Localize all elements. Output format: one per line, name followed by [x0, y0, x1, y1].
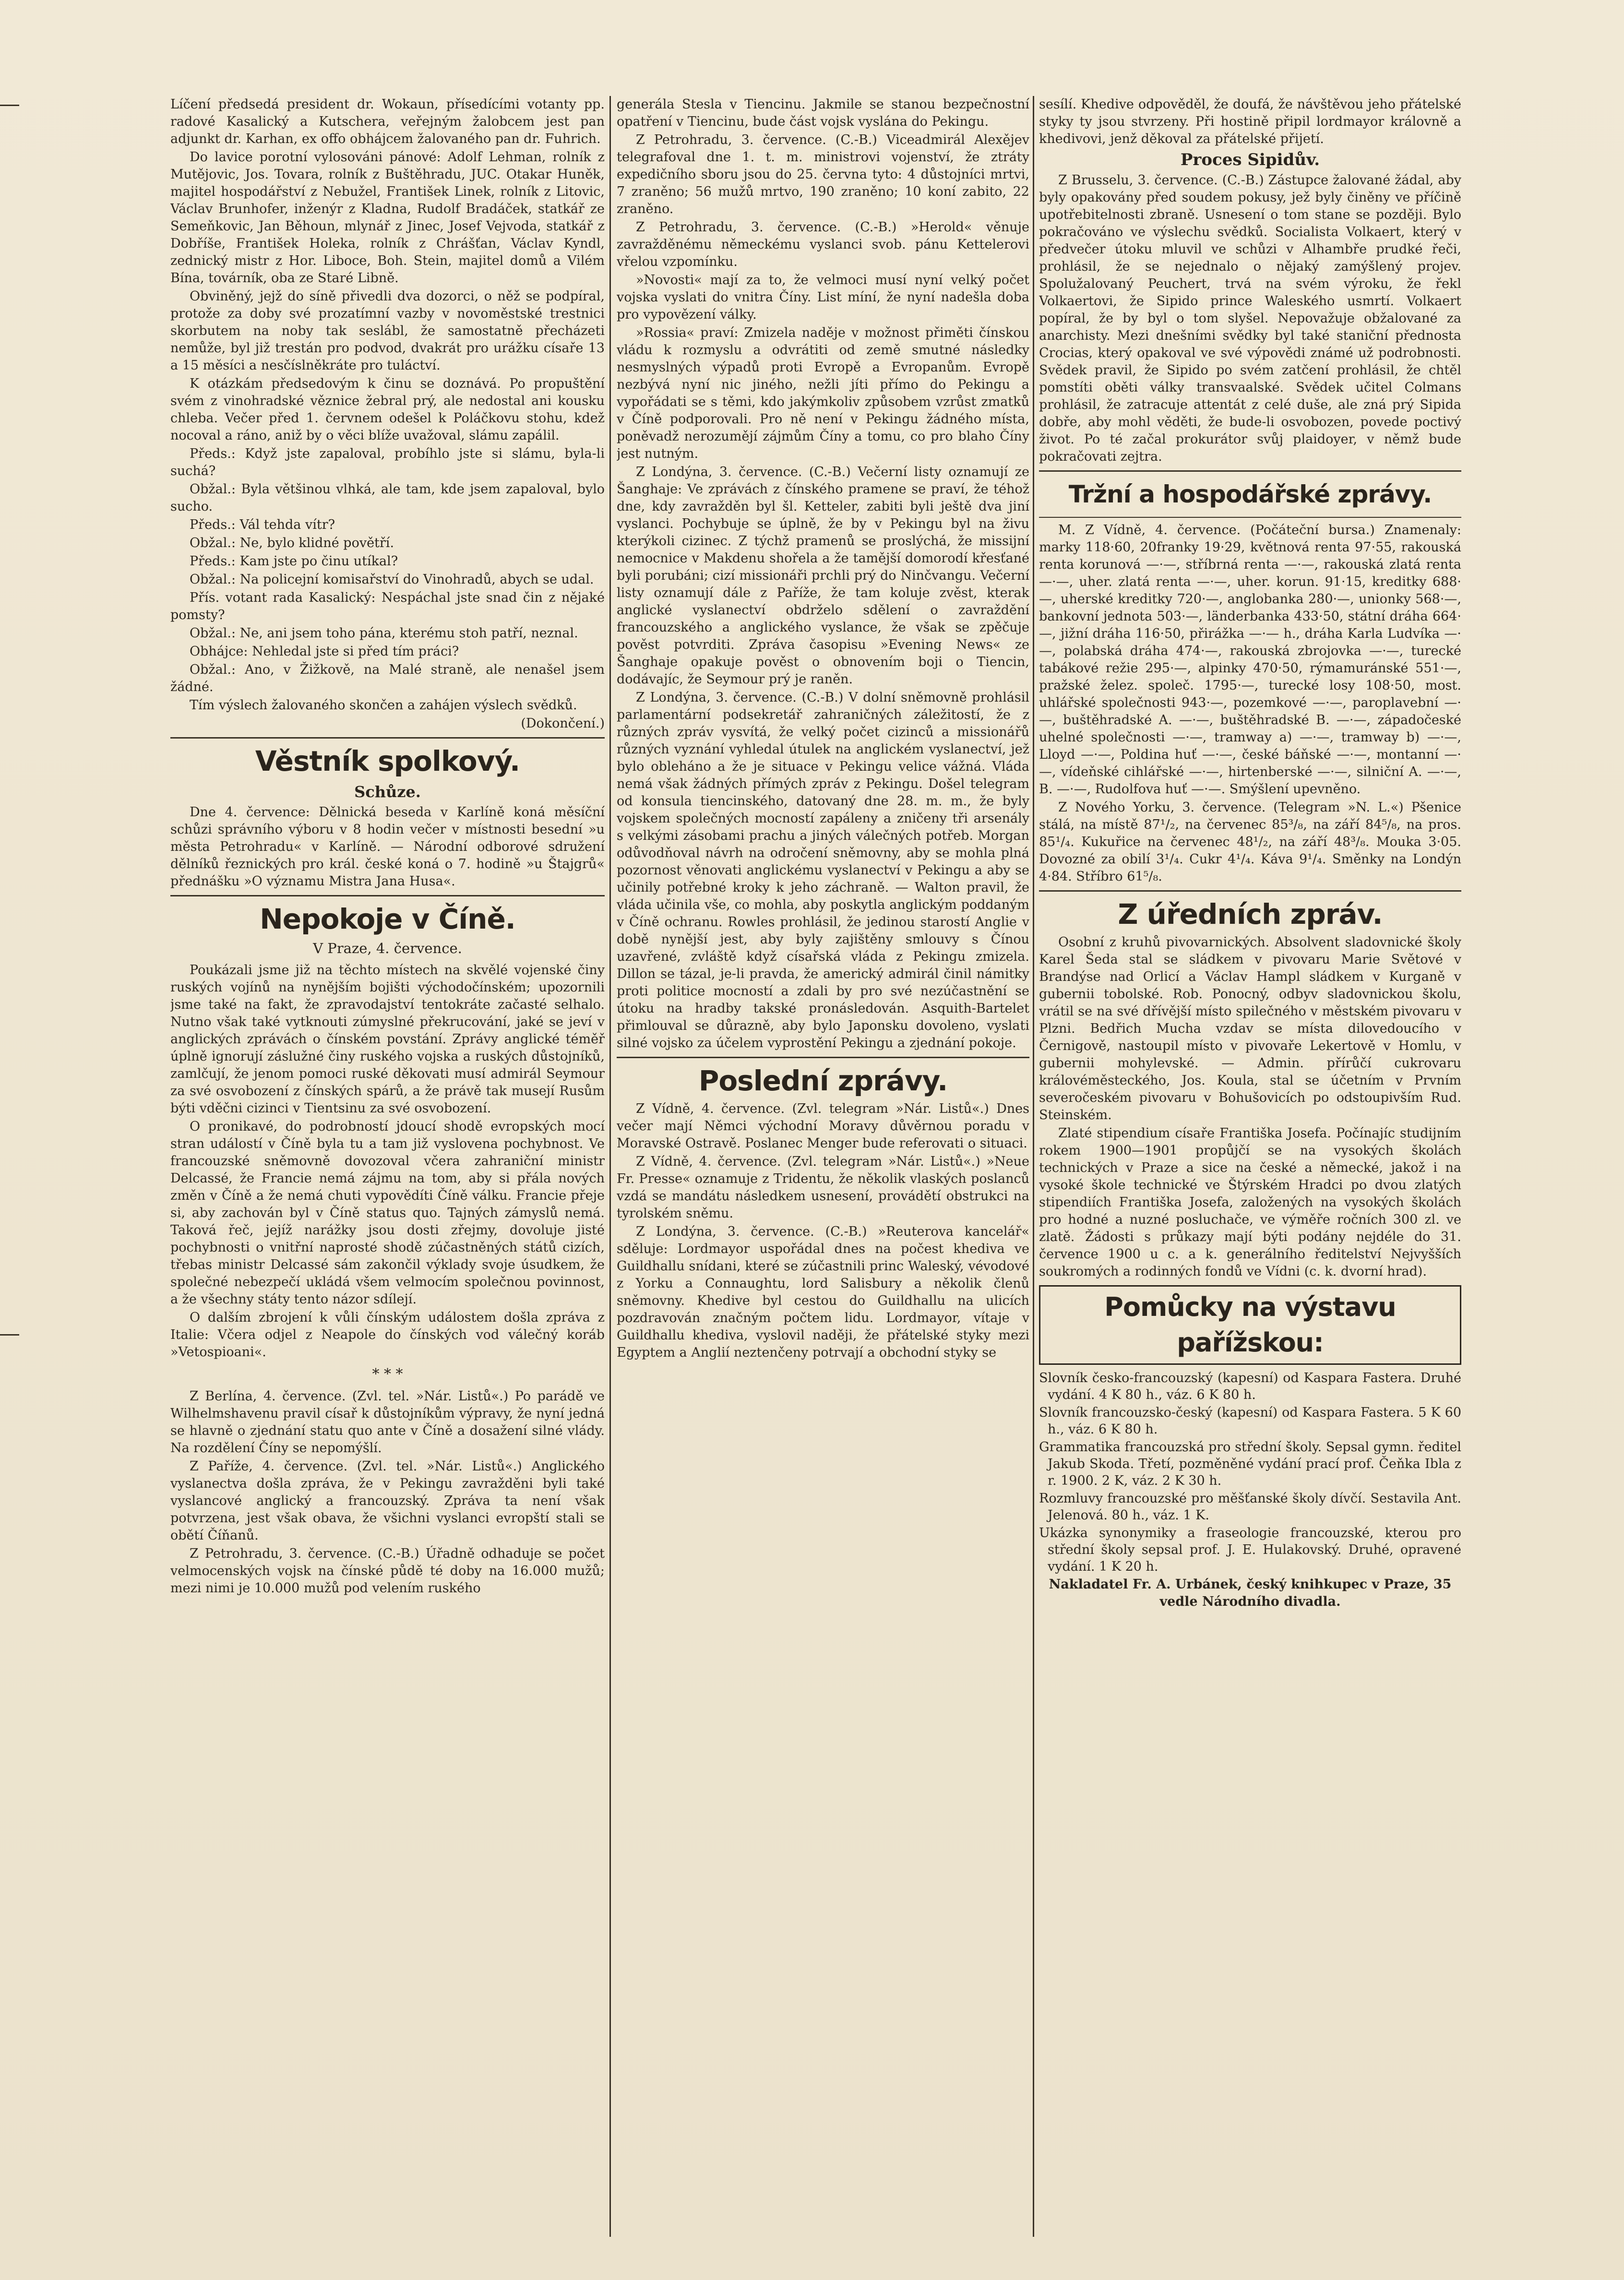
section-rule [1039, 517, 1461, 518]
trial-paragraph: Obžal.: Na policejní komisařství do Vinohradů, abych se udal. [190, 572, 594, 587]
subheading-schuze: Schůze. [354, 783, 421, 801]
trial-paragraph: Přís. votant rada Kasalický: Nespáchal jste snad čin z nějaké pomsty? [170, 590, 605, 622]
separator-stars: * * * [372, 1366, 403, 1383]
china-paragraph: Poukázali jsme již na těchto místech na skvělé vojenské činy ruských vojínů na nynějším bojišti východočínském; upozornili jsme také na fakt, že zpravodajství tentokráte začasté selhalo. Nutno však také vytknouti zúmyslné překrucování, jaké se jeví v anglických zprávách o čínském povstání. Zprávy anglické téměř úplně ignorují záslužné činy ruského vojska a ruských důstojníků, zamlčují, že jenom pomoci ruské děkovati musí admirál Seymour za své osvobození z čínských spárů, a že právě tak musejí Rusům býti vděčni cizinci v Tientsinu za své osvobození. [170, 963, 605, 1116]
advert-item: Grammatika francouzská pro střední školy. Sepsal gymn. ředitel Jakub Skoda. Třetí, pozměněné vydání prací prof. Čeňka Ibla z r. 1900. 2 K, váz. 2 K 30 h. [1039, 1440, 1461, 1488]
column-3 [1039, 96, 1461, 2227]
advert-title-box: Pomůcky na výstavu pařížskou: [1039, 1285, 1461, 1365]
news-paragraph: Z Brusselu, 3. července. (C.-B.) Zástupce žalované žádal, aby byly opakovány před soudem pokusy, jež byly činěny ve příčině upotřebitelnosti zbraně. Usnesení o tom stane se později. Bylo pokračováno ve výslechu svědků. Socialista Volkaert, který v předvečer útoku mluvil ve schůzi v Alhambře prudké řeči, prohlásil, že se nejednalo o nějaký zamýšlený projev. Spolužalovaný Peuchert, trvá na svém výroku, že řekl Volkaertovi, že Sipido prince Waleského usmrtí. Volkaert popíral, že by byl o tom slyšel. Nepovažuje obžalované za anarchisty. Mezi dnešními svědky byl také staniční přednosta Crocias, který opakoval ve své výpovědi známé už podrobnosti. Svědek pravil, že Sipido po svém zatčení prohlásil, že chtěl pomstíti oběti války transvaalské. Svědek učitel Colmans prohlásil, že zatracuje attentát z celé duše, ale zná prý Sipida dobře, aby mohl věděti, že bude-li osvobozen, povede poctivý život. Po té začal prokurátor svůj plaidoyer, v němž bude pokračovati zejtra. [1039, 173, 1461, 464]
advert-item: Slovník česko-francouzský (kapesní) od Kaspara Fastera. Druhé vydání. 4 K 80 h., váz. 6 K 80 h. [1039, 1371, 1461, 1402]
news-paragraph: generála Stesla v Tiencinu. Jakmile se stanou bezpečnostní opatření v Tiencinu, bude část vojsk vyslána do Pekingu. [617, 97, 1029, 129]
news-paragraph: Z Paříže, 4. července. (Zvl. tel. »Nár. Listů«.) Anglického vyslanectva došla zpráva, že v Pekingu zavražděni byli také vyslancové anglický a francouzský. Zpráva ta není však potvrzena, jest však obava, že všichni vyslanci evropští stali se obětí Číňanů. [170, 1459, 605, 1543]
advert-item: Rozmluvy francouzské pro měšťanské školy dívčí. Sestavila Ant. Jelenová. 80 h., váz. 1 K. [1039, 1491, 1461, 1523]
trial-paragraph: Do lavice porotní vylosováni pánové: Adolf Lehman, rolník z Mutějovic, Jos. Tovara, rolník z Buštěhradu, JUC. Otakar Huněk, majitel hospodářství z Nebužel, František Linek, rolník z Litovic, Václav Brunhofer, inženýr z Kladna, Rudolf Bradáček, statkář ze Semeňkovic, Jan Běhoun, mlynář z Jinec, Josef Vejvoda, statkář z Dobříše, František Holeka, rolník z Chrášťan, Václav Kyndl, zednický mistr z Hor. Liboce, Boh. Stein, majitel domů a Vilém Bína, továrník, oba ze Staré Libně. [170, 150, 605, 286]
news-paragraph: Z Vídně, 4. července. (Zvl. telegram »Nár. Listů«.) »Neue Fr. Presse« oznamuje z Tridentu, že několik vlaských poslanců vzdá se mandátu následkem usnesení, provádětí obstrukci na tyrolském sněmu. [617, 1154, 1029, 1221]
china-paragraph: O pronikavé, do podrobností jdoucí shodě evropských mocí stran událostí v Číně byla tu a tam již vyslovena pochybnost. Ve francouzské sněmovně dovozoval včera zahraniční ministr Delcassé, že Francie nemá zájmu na tom, aby si přála nových změn v Číně a že nemá chuti vypovědíti Číně válku. Francie přeje si, aby zachován byl v Číně status quo. Tajných zámyslů nemá. Taková řeč, jejíž narážky jsou dosti zřejmy, dovoluje jisté pochybnosti o vnitřní naprosté shodě zúčastněných států cizích, třebas ministr Delcassé sám zakončil výklady svoje úsudkem, že společné nebezpečí ukládá všem velmocím společnou povinnost, a že všechny státy tento názor sdílejí. [170, 1119, 605, 1307]
trial-paragraph: Obžal.: Ne, ani jsem toho pána, kterému stoh patří, neznal. [190, 626, 578, 641]
official-paragraph: Zlaté stipendium císaře Františka Josefa. Počínajíc studijním rokem 1900—1901 propůjčí se na vysokých školách technických v Praze a sice na české a německé, jakož i na vysoké škole technické ve Štýrském Hradci po dvou zlatých stipendiích Františka Josefa, založených na vysokých školách pro hodné a nuzné posluchače, ve výměře ročních 300 zl. ve zlatě. Žádosti s průkazy mají býti podány nejdéle do 31. července 1900 u c. a k. generálního ředitelství Nejvyšších soukromých a rodinných fondů ve Vídni (c. k. dvorní hrad). [1039, 1126, 1461, 1279]
publisher-line: Nakladatel Fr. A. Urbánek, český knihkupec v Praze, 35 vedle Národního divadla. [1049, 1577, 1452, 1609]
market-paragraph: M. Z Vídně, 4. července. (Počáteční bursa.) Znamenaly: marky 118·60, 20franky 19·29, květnová renta 97·55, rakouská renta korunová —·—, stříbrná renta —·—, rakouská zlatá renta —·—, uher. zlatá renta —·—, uher. korun. 91·15, kreditky 688·—, uherské kreditky 720·—, anglobanka 280·—, unionky 568·—, bankovní jednota 503·—, länderbanka 433·50, státní dráha 664·—, jižní dráha 116·50, přirážka —·— h., dráha Karla Ludvíka —·—, polabská dráha 474·—, rakouská zbrojovka —·—, turecké tabákové režie 295·—, alpinky 470·50, rýmamuránské 551·—, pražské želez. společ. 1795·—, turecké losy 108·50, most. uhlářské společnosti 943·—, pozemkové —·—, paroplavební —·—, buštěhradské A. —·—, buštěhradské B. —·—, západočeské uhelné společnosti —·—, tramway a) —·—, tramway b) —·—, Lloyd —·—, Poldina huť —·—, české báňské —·—, montanní —·—, vídeňské cihlářské —·—, hirtenberské —·—, silniční A. —·—, B. —·—, Rudolfova huť —·—. Smýšlení upevněno. [1039, 523, 1461, 797]
china-paragraph: O dalším zbrojení k vůli čínským událostem došla zpráva z Italie: Včera odjel z Neapole do čínských vod válečný koráb »Vetospioani«. [170, 1310, 605, 1360]
column-1 [170, 96, 605, 2227]
section-heading-trzni: Tržní a hospodářské zprávy. [1068, 480, 1432, 508]
trial-paragraph: Předs.: Vál tehda vítr? [190, 517, 335, 532]
trial-paragraph: K otázkám předsedovým k činu se doznává. Po propuštění svém z vinohradské věznice žebral prý, ale nedostal ani kousku chleba. Večer před 1. červnem odešel k Poláčkovu stohu, kdež nocoval a ráno, aniž by o věci blíže uvažoval, slámu zapálil. [170, 376, 605, 443]
news-paragraph: sesílí. Khedive odpověděl, že doufá, že návštěvou jeho přátelské styky ty jsou stvrzeny. Při hostině připil lordmayor královně a khedivovi, jenž děkoval za přátelské přijetí. [1039, 97, 1461, 146]
news-paragraph: Z Petrohradu, 3. července. (C.-B.) Úřadně odhaduje se počet velmocenských vojsk na čínské půdě té doby na 16.000 mužů; mezi nimi je 10.000 mužů pod velením ruského [170, 1546, 605, 1596]
trial-paragraph: Obžal.: Byla většinou vlhká, ale tam, kde jsem zapaloval, bylo sucho. [170, 482, 605, 514]
section-rule [1039, 470, 1461, 472]
dateline: V Praze, 4. července. [313, 940, 462, 956]
news-paragraph: »Rossia« praví: Zmizela naděje v možnost přiměti čínskou vládu k rozmyslu a odvrátiti od země smutné následky nesmyslných výpadů proti Evropě a Evropanům. Evropě nezbývá nyní nic jiného, nežli jíti přímo do Pekingu a vypořádati se s těmi, kdo jakýmkoliv způsobem vzrůst zmatků v Číně podporovali. Pro ně není v Pekingu žádného místa, poněvadž nerozumějí zájmům Číny a tomu, co pro blaho Číny jest nutným. [617, 325, 1029, 461]
section-rule [1039, 890, 1461, 892]
news-paragraph: Z Londýna, 3. července. (C.-B.) V dolní sněmovně prohlásil parlamentární podsekretář zahraničných záležitostí, že z různých zpráv vysvítá, že velký počet cizinců a missionářů různých vyznání vyhledal útulek na anglickém vyslanectví, jež bylo obleháno a že je situace v Pekingu velice vážná. Vláda nemá však žádných přímých zpráv z Pekingu. Došel telegram od konsula tiencinského, datovaný dne 28. m. m., že byly vojskem společných mocností zapáleny a zničeny tři arsenály s velkými zásobami prachu a jiných válečných potřeb. Morgan odůvodňoval návrh na odročení sněmovny, aby se mohla plná pozornost věnovati anglickému vyslanectví v Pekingu a aby se učinily potřebné kroky k jeho záchraně. — Walton pravil, že vláda učinila vše, co mohla, aby poskytla anglickým poddaným v Číně ochranu. Rowles prohlásil, že jedinou starostí Anglie v době nynější jest, aby byly zajištěny smlouvy s Čínou uzavřené, zvláště když císařská vláda z Pekingu zmizela. Dillon se tázal, je-li pravda, že americký admirál činil námitky proti politice mocností a zdali by pro své nezúčastnění se útoku na hradby takské pronásledován. Asquith-Bartelet přimlouval se důrazně, aby bylo Japonsku dovoleno, vyslati silné vojsko za účelem vyprostění Pekingu a zjednání pokoje. [617, 690, 1029, 1050]
section-heading-vestnik: Věstník spolkový. [255, 745, 520, 777]
column-2 [617, 96, 1029, 2227]
trial-paragraph: Obviněný, jejž do síně přivedli dva dozorci, o něž se podpíral, protože za doby své prozatímní vazby v novoměstské trestnici skorbutem na noby tak seslábl, že samostatně přecházeti nemůže, byl již trestán pro podvod, dvakrát pro urážku císaře 13 a 15 měsíci a nesčíslněkráte pro tuláctví. [170, 289, 605, 373]
trial-paragraph: Tím výslech žalovaného skončen a zahájen výslech svědků. [190, 698, 577, 713]
news-paragraph: Z Petrohradu, 3. července. (C.-B.) Viceadmirál Alexějev telegrafoval dne 1. t. m. ministrovi vojenství, že ztráty expedičního sboru jsou do 25. června tyto: 4 důstojníci mrtvi, 7 zraněno; 56 mužů mrtvo, 190 zraněno; 10 koní zabito, 22 zraněno. [617, 132, 1029, 216]
trial-paragraph: Předs.: Když jste zapaloval, probíhlo jste si slámu, byla-li suchá? [170, 446, 605, 478]
news-paragraph: Z Londýna, 3. července. (C.-B.) Večerní listy oznamují ze Šanghaje: Ve zprávách z čínského pramene se praví, že téhož dne, kdy zavražděn byl šl. Ketteler, zabiti byli ještě dva jiní vyslanci. Pochybuje se úplně, že by v Pekingu byl na živu kterýkoli cizinec. Z týchž pramenů se proslýchá, že missijní nemocnice v Makdenu shořela a že tamější domorodí křesťané byli porubáni; cizí missionáři prchli prý do Ninčvangu. Večerní listy oznamují dále z Paříže, že tam koluje zvěst, kterak anglické vyslanectví obdrželo sdělení o zavraždění francouzského a anglického vyslance, že však se zpěčuje pověst potvrditi. Zpráva časopisu »Evening News« ze Šanghaje opakuje pověst o obnovením boji o Tiencin, dodávajíc, že Seymour prý je raněn. [617, 465, 1029, 687]
trial-paragraph: Líčení předsedá president dr. Wokaun, přísedícími votanty pp. radové Kasalický a Kutschera, veřejným žalobcem jest pan adjunkt dr. Karhan, ex offo obhájcem žalovaného pan dr. Fuhrich. [170, 97, 605, 146]
section-heading-posledni: Poslední zprávy. [698, 1064, 948, 1097]
trial-paragraph: Obhájce: Nehledal jste si před tím práci? [190, 644, 459, 659]
section-rule [617, 1057, 1029, 1058]
news-paragraph: Z Vídně, 4. července. (Zvl. telegram »Nár. Listů«.) Dnes večer mají Němci východní Moravy důvěrnou poradu v Moravské Ostravě. Poslanec Menger bude referovati o situaci. [617, 1101, 1029, 1151]
market-paragraph: Z Nového Yorku, 3. července. (Telegram »N. L.«) Pšenice stálá, na místě 87¹/₂, na červenec 85³/₈, na září 84⁵/₈, na pros. 85¹/₄. Kukuřice na červenec 48¹/₂, na září 48³/₈. Mouka 3·05. Dovozné za obilí 3¹/₄. Cukr 4¹/₄. Káva 9¹/₄. Směnky na Londýn 4·84. Stříbro 61⁵/₈. [1039, 800, 1461, 884]
column-rule [1033, 96, 1034, 2237]
fold-mark [0, 105, 19, 106]
trial-paragraph: Obžal.: Ne, bylo klidné povětří. [190, 536, 394, 550]
section-heading-urad: Z úředních zpráv. [1118, 898, 1383, 931]
trial-paragraph: Obžal.: Ano, v Žižkově, na Malé straně, ale nenašel jsem žádné. [170, 662, 605, 694]
vestnik-paragraph: Dne 4. července: Dělnická beseda v Karlíně koná měsíční schůzi správního výboru v 8 hodin večer v místnosti besední »u města Petrohradu« v Karlíně. — Národní odborové sdružení dělníků řeznických pro král. české koná o 7. hodině »u Štajgrů« přednášku »O významu Mistra Jana Husa«. [170, 805, 605, 889]
advert-item: Slovník francouzsko-český (kapesní) od Kaspara Fastera. 5 K 60 h., váz. 6 K 80 h. [1039, 1405, 1461, 1437]
subheading-proces: Proces Sipidův. [1180, 150, 1320, 169]
column-rule [609, 96, 611, 2237]
official-paragraph: Osobní z kruhů pivovarnických. Absolvent sladovnické školy Karel Šeda stal se sládkem v pivovaru Marie Světové v Brandýse nad Orlicí a Václav Hampl sládkem v Kurganě v gubernii tobolské. Rob. Ponocný, odbyv sladovnickou školu, vrátil se na své dřívější místo spilečného v městském pivovaru v Plzni. Bedřich Mucha vzdav se místa dilovedoucího v Černigově, nastoupil místo v pivovaře Lekertově v Homlu, v gubernii mohylevské. — Admin. přírůčí cukrovaru královéměsteckého, Jos. Koula, stal se účetním v Prvním severočeském pivovaru v Bohušovicích po odstoupivším Rud. Steinském. [1039, 935, 1461, 1122]
news-paragraph: Z Londýna, 3. července. (C.-B.) »Reuterova kancelář« sděluje: Lordmayor uspořádal dnes na počest khediva ve Guildhallu snídani, které se zúčastnili princ Waleský, vévodové z Yorku a Connaughtu, lord Salisbury a několik členů sněmovny. Khedive byl cestou do Guildhallu na ulicích pozdravován značným počtem lidu. Lordmayor, vítaje v Guildhallu khediva, vyslovil naději, že přátelské styky mezi Egyptem a Anglií neztenčeny potrvají a obchodní styky se [617, 1224, 1029, 1360]
news-paragraph: Z Petrohradu, 3. července. (C.-B.) »Herold« věnuje zavražděnému německému vyslanci svob. pánu Kettelerovi vřelou vzpomínku. [617, 220, 1029, 269]
news-paragraph: »Novosti« mají za to, že velmoci musí nyní velký počet vojska vyslati do vnitra Číny. List míní, že nyní nadešla doba pro vypovězení války. [617, 273, 1029, 322]
fold-mark [0, 1334, 19, 1336]
trial-paragraph: Předs.: Kam jste po činu utíkal? [190, 554, 398, 569]
section-heading-china: Nepokoje v Číně. [260, 903, 515, 935]
continuation-note: (Dokončení.) [521, 716, 605, 731]
section-rule [170, 895, 605, 896]
section-rule [170, 737, 605, 739]
advert-item: Ukázka synonymiky a fraseologie francouzské, kterou pro střední školy sepsal prof. J. E. Hulakovský. Druhé, opravené vydání. 1 K 20 h. [1039, 1526, 1461, 1574]
news-paragraph: Z Berlína, 4. července. (Zvl. tel. »Nár. Listů«.) Po parádě ve Wilhelmshavenu pravil císař k důstojníkům výpravy, že nyní jedná se hlavně o zjednání statu quo ante v Číně a dosažení silné vlády. Na rozdělení Číny se nepomýšlí. [170, 1389, 605, 1456]
